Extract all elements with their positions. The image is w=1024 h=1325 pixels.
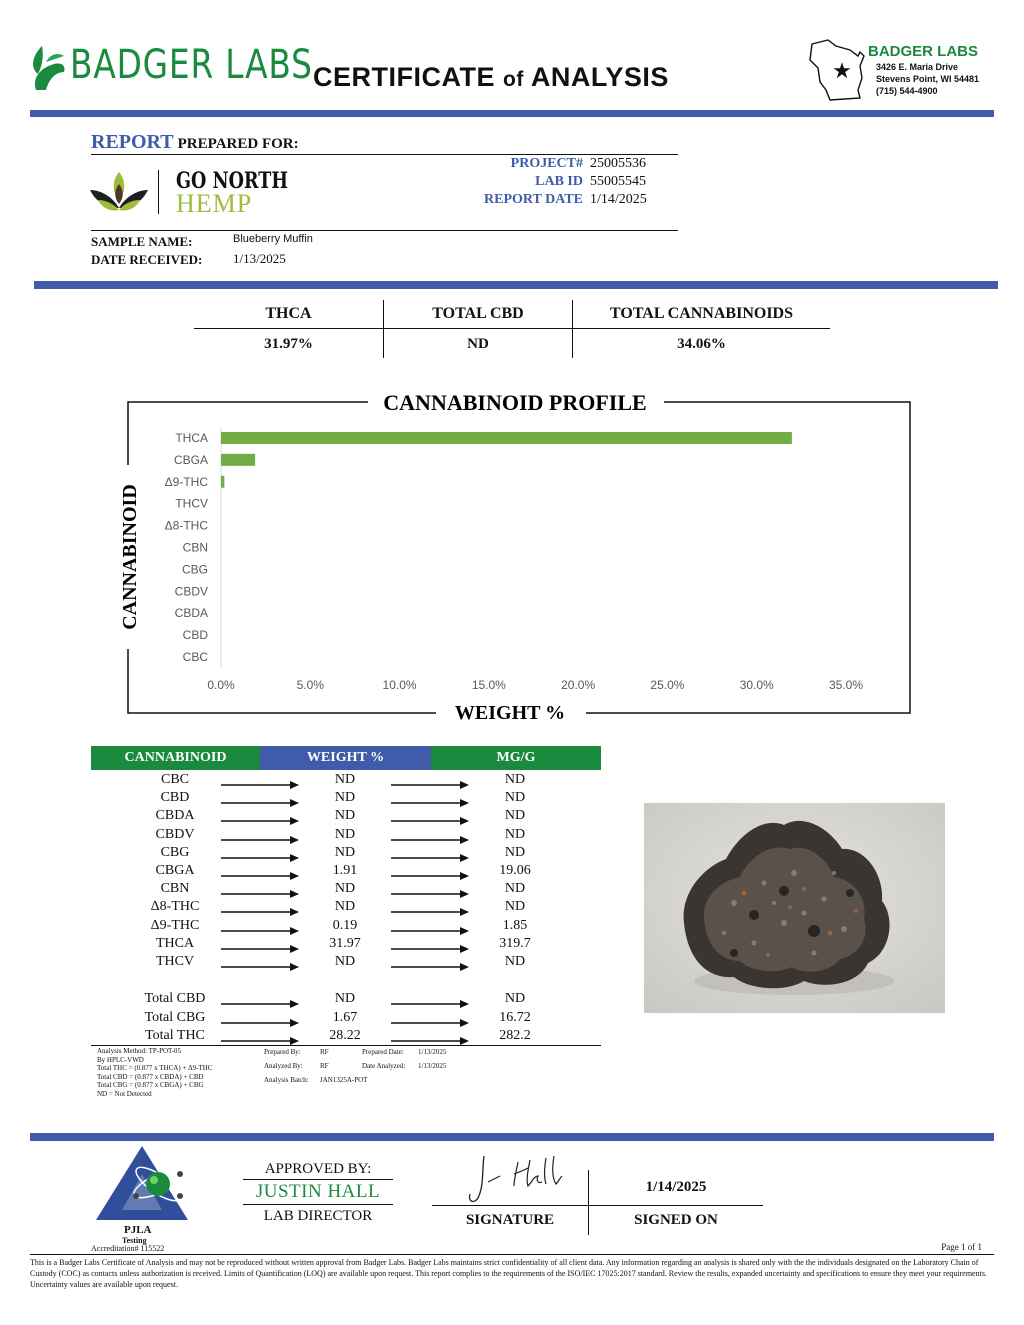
client-logo-line2: HEMP <box>176 189 253 218</box>
summary-thca-header: THCA <box>265 305 312 322</box>
approver-title: LAB DIRECTOR <box>263 1208 373 1224</box>
prepared-date-label: Prepared Date: <box>362 1048 404 1056</box>
arrow-icon <box>391 959 469 977</box>
col-header-cannabinoid: CANNABINOID <box>91 746 260 770</box>
analysis-note: ND = Not Detected <box>97 1089 152 1098</box>
row-mgg-value: ND <box>504 844 526 860</box>
svg-text:★: ★ <box>832 59 852 84</box>
divider <box>243 1204 393 1205</box>
analysis-note: Analysis Method: TP-POT-05 <box>97 1047 182 1055</box>
date-received-value: 1/13/2025 <box>233 251 286 266</box>
prepared-date-value: 1/13/2025 <box>418 1048 447 1056</box>
row-cannabinoid-name: Total THC <box>145 1028 205 1043</box>
title-part1: CERTIFICATE <box>313 62 495 92</box>
row-cannabinoid-name: THCA <box>155 935 195 951</box>
y-tick-label: CBGA <box>173 452 208 467</box>
accreditation-number: Accreditation# 115522 <box>91 1244 165 1253</box>
analyzed-by-label: Analyzed By: <box>264 1062 303 1070</box>
arrow-icon <box>221 941 299 959</box>
summary-total-cbd-value: ND <box>467 336 489 352</box>
row-mgg-value: ND <box>504 790 526 806</box>
pjla-accreditation-icon <box>92 1144 192 1224</box>
prep-info <box>264 1048 504 1090</box>
summary-thca-value: 31.97% <box>264 336 313 352</box>
chart-xlabel: WEIGHT % <box>454 702 566 724</box>
row-cannabinoid-name: CBG <box>160 844 190 860</box>
col-header-mgg: MG/G <box>431 746 601 770</box>
handwritten-signature <box>462 1152 572 1208</box>
analyzed-date-label: Date Analyzed: <box>362 1062 406 1070</box>
document-title <box>313 62 669 93</box>
y-tick-label: CBD <box>182 628 208 643</box>
row-weight-value: 31.97 <box>329 935 361 951</box>
date-received-label: DATE RECEIVED: <box>91 252 203 267</box>
report-heading <box>91 131 299 154</box>
row-mgg-value: ND <box>504 826 526 842</box>
chart-ylabel: CANNABINOID <box>119 484 141 630</box>
analysis-batch-value: JAN1325A-POT <box>320 1076 368 1084</box>
y-tick-label: Δ9-THC <box>164 474 208 489</box>
analysis-batch-label: Analysis Batch: <box>264 1076 309 1084</box>
title-part2: ANALYSIS <box>530 62 669 92</box>
row-cannabinoid-name: CBN <box>160 881 190 897</box>
y-tick-label: Δ8-THC <box>164 518 208 533</box>
arrow-icon <box>221 959 299 977</box>
analyzed-date-value: 1/13/2025 <box>418 1062 447 1070</box>
y-tick-label: CBDV <box>174 584 208 599</box>
row-weight-value: ND <box>334 881 356 897</box>
row-cannabinoid-name: Δ8-THC <box>150 899 200 915</box>
arrow-icon <box>391 904 469 922</box>
analysis-notes <box>97 1047 212 1099</box>
badger-labs-logo: BADGER LABS <box>70 42 313 88</box>
x-tick-label: 30.0% <box>739 678 774 692</box>
footer-disclaimer: This is a Badger Labs Certificate of Analysis and may not be reproduced without written approval from Badger Labs. Badger Labs maintains strict confidentiality of all client data. Any information regarding an analysis is shared only with the the individuals designated on the Laboratory Chain of Custody (COC) as contacts unless authorization is received. Limits of Quantification (LOQ) are available upon request. This report complies to the requirements of the ISO/IEC 17025:2017 standard. Review the results, expanded uncertainty and specifications to ensure they meet your requirements. Uncertainty values are available upon request. <box>30 1258 987 1289</box>
x-tick-label: 0.0% <box>207 678 235 692</box>
bar-THCA <box>221 432 792 444</box>
arrow-icon <box>391 868 469 886</box>
arrow-icon <box>221 904 299 922</box>
divider <box>30 110 994 117</box>
report-word: REPORT <box>91 131 174 153</box>
row-weight-value: ND <box>334 899 356 915</box>
labid-value: 55005545 <box>590 174 646 189</box>
arrow-icon <box>221 996 299 1014</box>
arrow-icon <box>391 886 469 904</box>
prepared-by-value: RF <box>320 1048 329 1056</box>
divider <box>30 1133 994 1141</box>
summary-total-cbd-header: TOTAL CBD <box>432 305 524 322</box>
signed-on-label: SIGNED ON <box>634 1212 718 1228</box>
page-number: Page 1 of 1 <box>941 1242 982 1252</box>
row-cannabinoid-name: CBC <box>160 772 189 787</box>
summary-total-cannabinoids-value: 34.06% <box>677 336 726 352</box>
sample-name-label: SAMPLE NAME: <box>91 234 193 249</box>
arrow-icon <box>221 832 299 850</box>
company-name: BADGER LABS <box>868 43 979 60</box>
row-weight-value: 28.22 <box>329 1028 361 1043</box>
analyzed-by-value: RF <box>320 1062 329 1070</box>
x-tick-label: 20.0% <box>561 678 596 692</box>
x-tick-label: 5.0% <box>296 678 324 692</box>
row-mgg-value: ND <box>504 808 526 824</box>
arrow-icon <box>221 923 299 941</box>
y-tick-label: THCA <box>175 430 208 445</box>
address-line1: 3426 E. Maria Drive <box>876 62 959 72</box>
bar-CBGA <box>221 454 255 466</box>
approved-by-label: APPROVED BY: <box>264 1161 372 1177</box>
x-tick-label: 15.0% <box>471 678 506 692</box>
row-mgg-value: 16.72 <box>499 1009 531 1025</box>
divider <box>158 170 159 214</box>
row-cannabinoid-name: CBD <box>160 790 190 806</box>
row-mgg-value: 319.7 <box>499 935 531 951</box>
row-mgg-value: ND <box>504 954 526 969</box>
summary-total-cannabinoids-header: TOTAL CANNABINOIDS <box>609 305 793 322</box>
row-mgg-value: 19.06 <box>499 863 531 878</box>
row-weight-value: ND <box>334 790 356 806</box>
arrow-icon <box>391 1015 469 1033</box>
cannabinoid-profile-chart <box>110 385 920 730</box>
analysis-note: By HPLC-VWD <box>97 1055 144 1064</box>
title-of: of <box>503 68 524 91</box>
row-weight-value: 0.19 <box>332 917 358 933</box>
row-cannabinoid-name: Total CBD <box>144 991 206 1006</box>
x-tick-label: 35.0% <box>828 678 864 692</box>
divider <box>91 154 678 155</box>
row-weight-value: ND <box>334 954 356 969</box>
row-cannabinoid-name: Δ9-THC <box>150 917 200 933</box>
y-tick-label: CBG <box>181 562 208 577</box>
row-weight-value: ND <box>334 772 356 787</box>
chart-frame <box>128 402 910 713</box>
report-date-value: 1/14/2025 <box>590 192 647 207</box>
y-tick-label: THCV <box>175 496 208 511</box>
arrow-icon <box>391 832 469 850</box>
arrow-icon <box>391 941 469 959</box>
summary-table <box>194 300 830 360</box>
sample-name-value: Blueberry Muffin <box>233 233 313 245</box>
row-weight-value: 1.67 <box>332 1009 358 1025</box>
x-tick-label: 10.0% <box>382 678 417 692</box>
row-cannabinoid-name: CBDA <box>155 808 195 824</box>
signed-date: 1/14/2025 <box>645 1179 707 1195</box>
arrow-icon <box>391 777 469 795</box>
arrow-icon <box>391 923 469 941</box>
row-mgg-value: ND <box>504 772 526 787</box>
x-tick-label: 25.0% <box>650 678 685 692</box>
row-cannabinoid-name: CBDV <box>155 826 195 842</box>
arrow-icon <box>391 850 469 868</box>
row-cannabinoid-name: Total CBG <box>144 1009 206 1025</box>
row-weight-value: ND <box>334 808 356 824</box>
arrow-icon <box>391 996 469 1014</box>
report-date-label: REPORT DATE <box>484 192 583 207</box>
go-north-lotus-icon <box>88 170 150 214</box>
project-label: PROJECT# <box>510 156 583 171</box>
phone: (715) 544-4900 <box>876 86 938 96</box>
sample-photo <box>644 803 945 1013</box>
pjla-label: PJLA <box>124 1224 152 1236</box>
col-header-weight: WEIGHT % <box>260 746 431 770</box>
y-tick-label: CBDA <box>174 606 208 621</box>
divider <box>30 1254 994 1255</box>
arrow-icon <box>221 813 299 831</box>
badger-leaf-logo-icon <box>28 44 68 92</box>
row-mgg-value: 282.2 <box>499 1028 531 1043</box>
client-logo-line1: GO NORTH <box>176 168 288 194</box>
row-cannabinoid-name: THCV <box>155 954 195 969</box>
analysis-note: Total CBD = (0.877 x CBDA) + CBD <box>97 1072 204 1081</box>
approver-name: JUSTIN HALL <box>255 1181 381 1202</box>
chart-title: CANNABINOID PROFILE <box>383 390 647 415</box>
row-mgg-value: ND <box>504 991 526 1006</box>
y-tick-label: CBN <box>182 540 208 555</box>
arrow-icon <box>221 795 299 813</box>
arrow-icon <box>221 850 299 868</box>
row-weight-value: ND <box>334 844 356 860</box>
arrow-icon <box>221 777 299 795</box>
divider <box>34 281 998 289</box>
divider <box>243 1179 393 1180</box>
divider <box>91 1045 601 1046</box>
arrow-icon <box>391 795 469 813</box>
divider <box>91 230 678 231</box>
prepared-by-label: Prepared By: <box>264 1048 301 1056</box>
analysis-note: Total CBG = (0.877 x CBGA) + CBG <box>97 1081 204 1090</box>
address-line2: Stevens Point, WI 54481 <box>876 74 980 84</box>
arrow-icon <box>221 868 299 886</box>
project-value: 25005536 <box>590 156 646 171</box>
wisconsin-star-icon <box>806 38 870 102</box>
row-mgg-value: 1.85 <box>502 917 528 933</box>
row-weight-value: ND <box>334 826 356 842</box>
divider <box>432 1205 763 1206</box>
arrow-icon <box>221 1015 299 1033</box>
bar-Δ9-THC <box>221 476 224 488</box>
y-tick-label: CBC <box>182 649 208 664</box>
pjla-testing-label: Testing <box>122 1236 147 1245</box>
signature-label: SIGNATURE <box>465 1212 555 1228</box>
row-weight-value: 1.91 <box>332 863 358 878</box>
analysis-note: Total THC = (0.877 x THCA) + Δ9-THC <box>97 1064 213 1073</box>
labid-label: LAB ID <box>535 174 583 189</box>
row-weight-value: ND <box>334 991 356 1006</box>
row-cannabinoid-name: CBGA <box>155 863 195 878</box>
row-mgg-value: ND <box>504 899 526 915</box>
row-mgg-value: ND <box>504 881 526 897</box>
arrow-icon <box>391 813 469 831</box>
prepared-for-label: PREPARED FOR: <box>177 136 299 152</box>
arrow-icon <box>221 886 299 904</box>
